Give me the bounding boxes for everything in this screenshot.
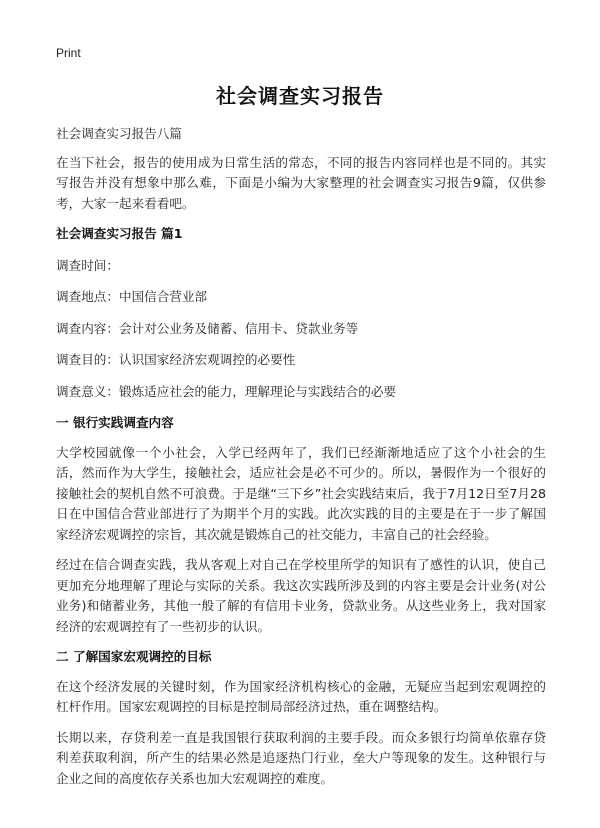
section-heading: 社会调查实习报告 篇1	[56, 226, 183, 241]
part1-paragraph: 经过在信合调查实践，我从客观上对自己在学校里所学的知识有了感性的认识，使自己更加充分地理解了理论与实际的关系。我这次实践所涉及到的内容主要是会计业务(对公业务)和储蓄业务，其他一般了解的有信用卡业务，贷款业务。从这些业务上，我对国家经济的宏观调控有了一些初步的认识。	[56, 557, 546, 634]
print-label: Print	[56, 46, 81, 60]
document-title: 社会调查实习报告	[216, 84, 384, 108]
part2-paragraph: 长期以来，存贷利差一直是我国银行获取利润的主要手段。而众多银行均简单依靠存贷利差获取利润，所产生的结果必然是追逐热门行业，垒大户等现象的发生。这种银行与企业之间的高度依存关系也加大宏观调控的难度。	[56, 729, 546, 786]
part2-paragraph: 在这个经济发展的关键时刻，作为国家经济机构核心的金融，无疑应当起到宏观调控的杠杆作用。国家宏观调控的目标是控制局部经济过热，重在调整结构。	[56, 678, 546, 714]
survey-location-field: 调查地点：中国信合营业部	[56, 289, 208, 304]
intro-paragraph: 在当下社会，报告的使用成为日常生活的常态，不同的报告内容同样也是不同的。其实写报告并没有想象中那么难，下面是小编为大家整理的社会调查实习报告9篇，仅供参考，大家一起来看看吧。	[56, 154, 546, 211]
survey-purpose-field: 调查目的：认识国家经济宏观调控的必要性	[56, 352, 296, 367]
survey-significance-field: 调查意义：锻炼适应社会的能力，理解理论与实践结合的必要	[56, 383, 397, 399]
part2-heading: 二 了解国家宏观调控的目标	[56, 649, 212, 664]
part1-paragraph: 大学校园就像一个小社会，入学已经两年了，我们已经渐渐地适应了这个小社会的生活，然而作为大学生，接触社会，适应社会是必不可少的。所以，暑假作为一个很好的接触社会的契机自然不可浪费。于是继“三下乡”社会实践结束后，我于7月12日至7月28日在中国信合营业部进行了为期半个月的实践。此次实践的目的主要是在于一步了解国家经济宏观调控的宗旨，其次就是锻炼自己的社交能力，丰富自己的社会经验。	[56, 444, 546, 542]
document-subtitle: 社会调查实习报告八篇	[56, 126, 182, 141]
survey-time-field: 调查时间：	[56, 257, 119, 273]
part1-heading: 一 银行实践调查内容	[56, 415, 174, 430]
document-body	[56, 124, 546, 799]
survey-content-field: 调查内容：会计对公业务及储蓄、信用卡、贷款业务等	[56, 320, 359, 336]
